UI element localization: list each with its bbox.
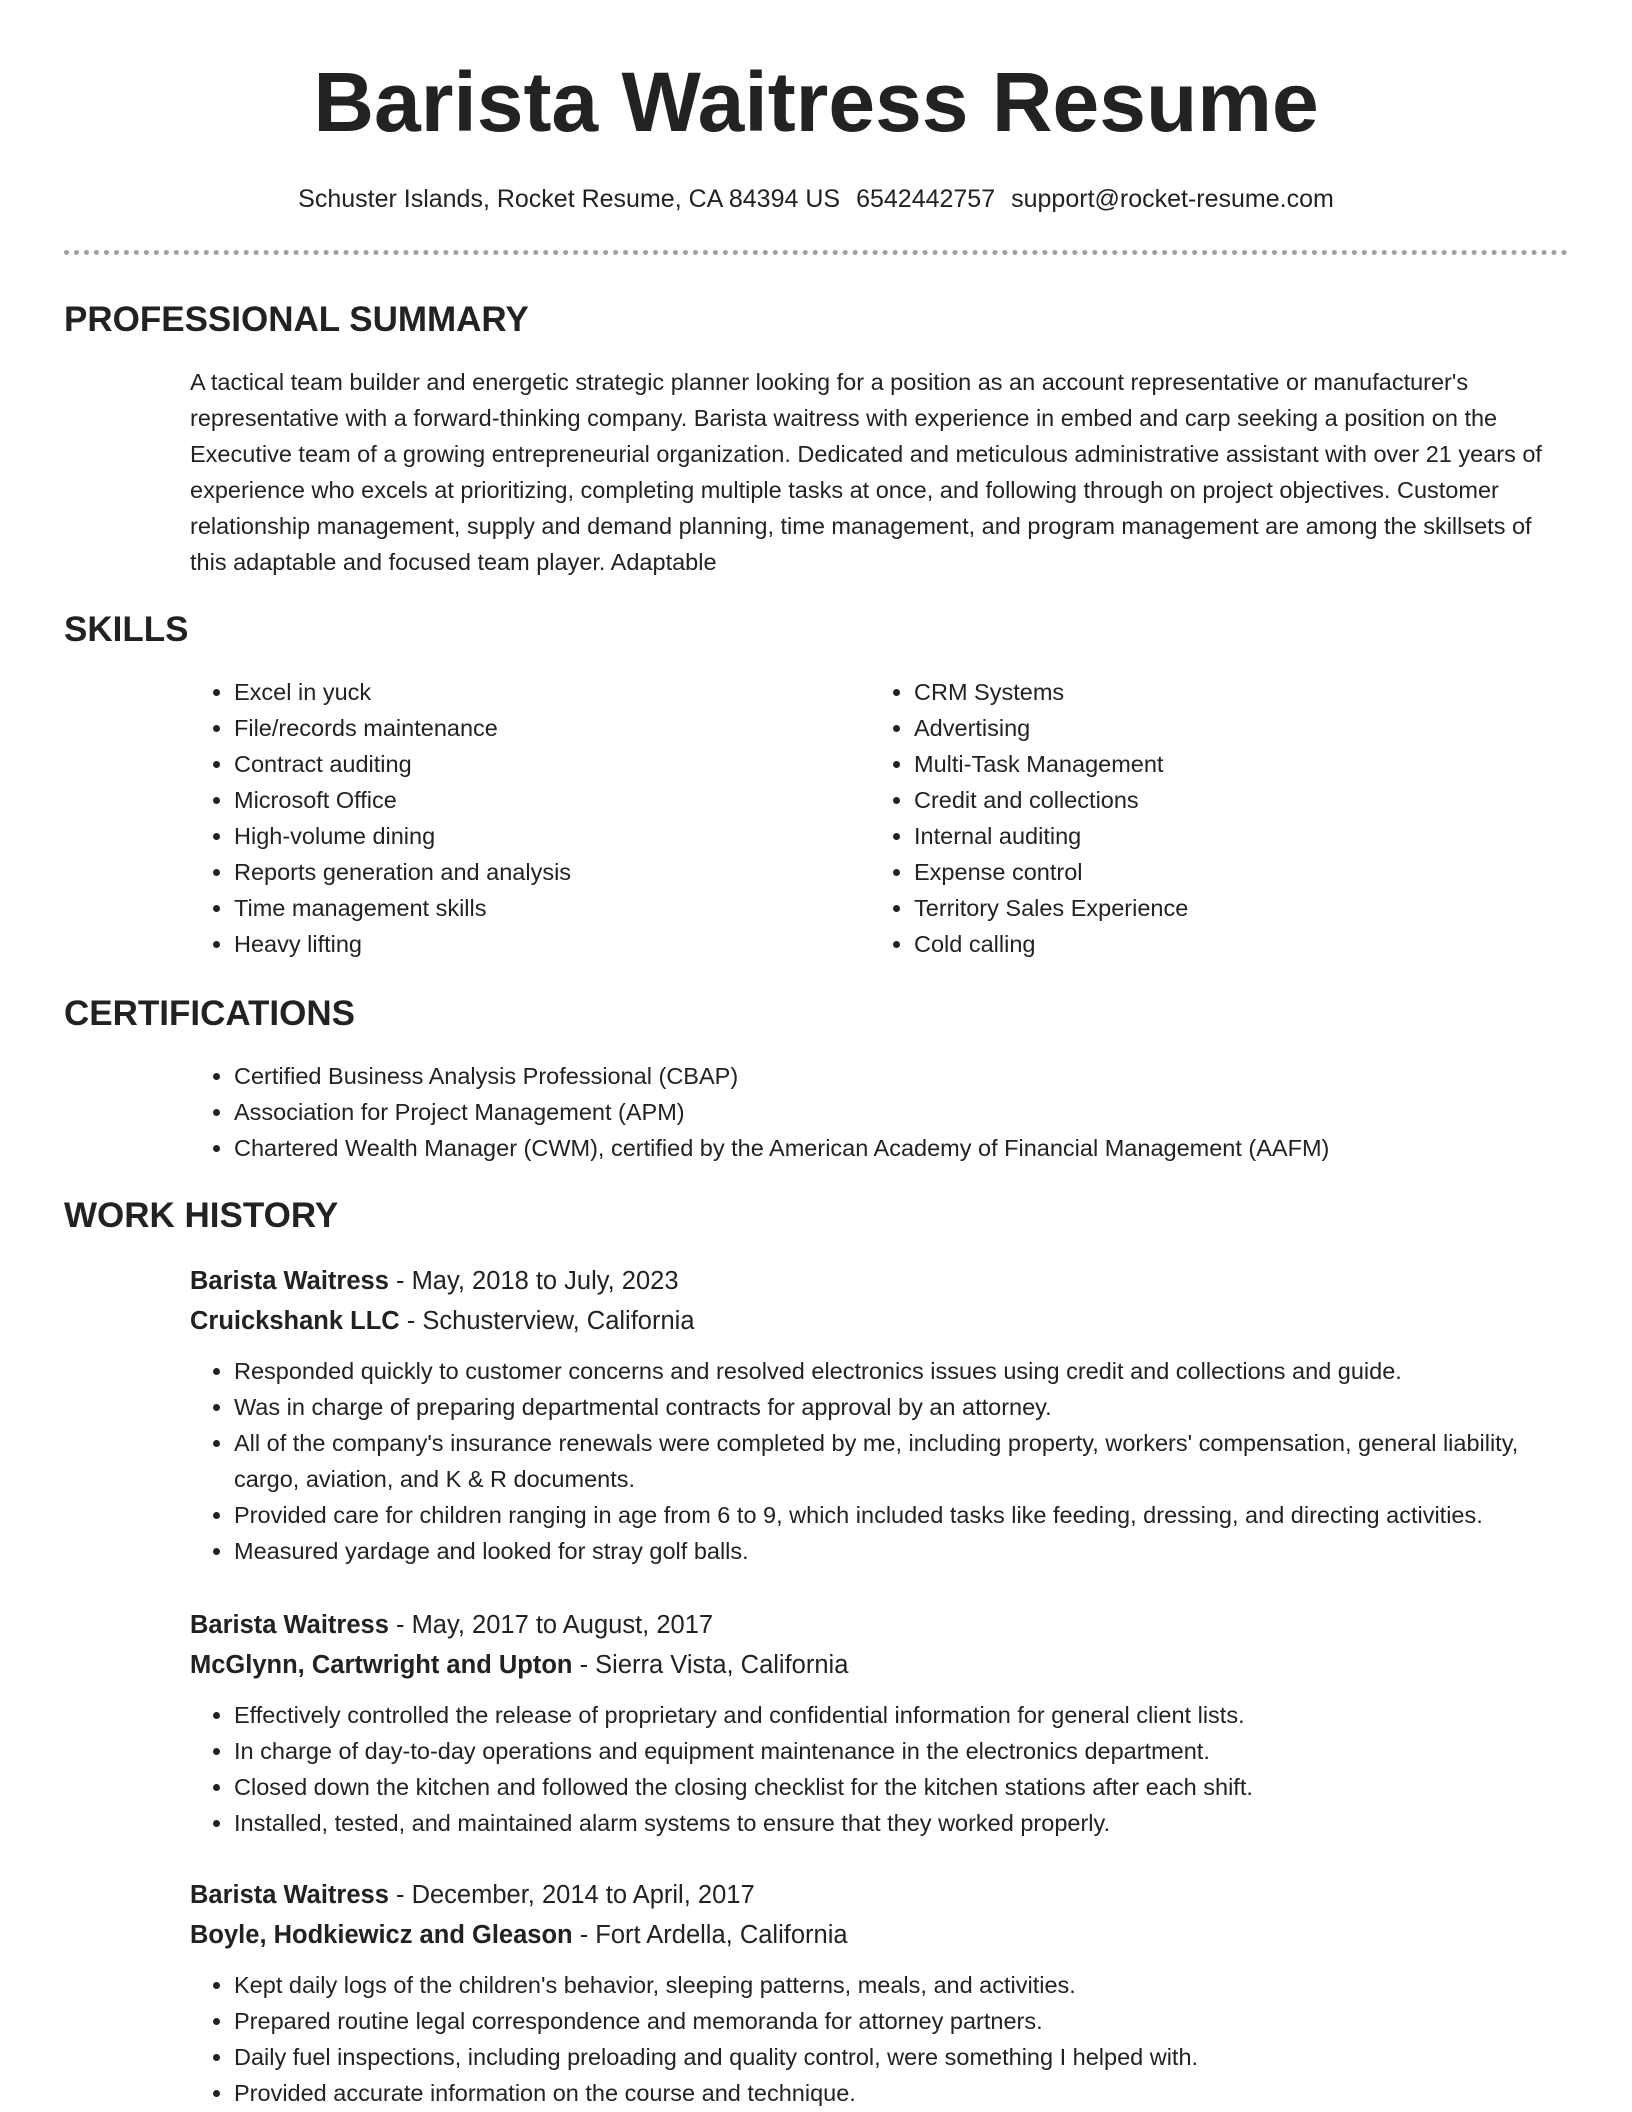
job-dates: - May, 2018 to July, 2023 — [388, 1267, 679, 1295]
job-bullet: • Prepared routine legal correspondence and memoranda for attorney partners. — [234, 2003, 1570, 2039]
certifications-list — [190, 1058, 1570, 1166]
skill-item: • Internal auditing — [914, 818, 1510, 854]
section-title-summary: PROFESSIONAL SUMMARY — [64, 300, 529, 339]
job-bullet: • All of the company's insurance renewals were completed by me, including property, workers' compensation, general liability, cargo, aviation, and K & R documents. — [234, 1425, 1570, 1497]
job-bullet: • Daily fuel inspections, including preloading and quality control, were something I helped with. — [234, 2039, 1570, 2075]
skill-item: • Cold calling — [914, 926, 1510, 962]
job-bullet: • Kept daily logs of the children's behavior, sleeping patterns, meals, and activities. — [234, 1967, 1570, 2003]
contact-email: support@rocket-resume.com — [1011, 185, 1334, 213]
skill-item: • High-volume dining — [234, 818, 830, 854]
job-dates: - May, 2017 to August, 2017 — [388, 1611, 714, 1639]
job-title: Barista Waitress — [190, 1267, 389, 1295]
job-bullet: • Provided accurate information on the course and technique. — [234, 2075, 1570, 2111]
job-location: - Schusterview, California — [399, 1307, 695, 1335]
job-bullet: • Measured yardage and looked for stray golf balls. — [234, 1533, 1570, 1569]
job-bullets — [190, 1697, 1570, 1841]
job-company-line — [190, 1645, 1570, 1685]
job-title: Barista Waitress — [190, 1881, 389, 1909]
skills-column-right — [870, 674, 1510, 962]
job-bullet: • Installed, tested, and maintained alarm systems to ensure that they worked properly. — [234, 1805, 1570, 1841]
contact-address: Schuster Islands, Rocket Resume, CA 84394 US — [298, 185, 841, 213]
job-location: - Fort Ardella, California — [572, 1921, 848, 1949]
job-company-line — [190, 1301, 1570, 1341]
skill-item: • Time management skills — [234, 890, 830, 926]
skill-item: • Microsoft Office — [234, 782, 830, 818]
certification-item: • Association for Project Management (APM) — [234, 1094, 1570, 1130]
contact-phone: 6542442757 — [856, 185, 996, 213]
section-title-skills: SKILLS — [64, 610, 189, 649]
job-location: - Sierra Vista, California — [572, 1651, 849, 1679]
skill-item: • Reports generation and analysis — [234, 854, 830, 890]
skill-item: • Excel in yuck — [234, 674, 830, 710]
job-dates: - December, 2014 to April, 2017 — [388, 1881, 755, 1909]
job-title-line — [190, 1605, 1570, 1645]
job-title: Barista Waitress — [190, 1611, 389, 1639]
skill-item: • Territory Sales Experience — [914, 890, 1510, 926]
job-entry — [190, 1261, 1570, 1569]
job-company-line — [190, 1915, 1570, 1955]
section-title-certifications: CERTIFICATIONS — [64, 994, 356, 1033]
header-divider — [64, 250, 1568, 255]
job-bullet: • In charge of day-to-day operations and equipment maintenance in the electronics department. — [234, 1733, 1570, 1769]
job-bullet: • Closed down the kitchen and followed the closing checklist for the kitchen stations after each shift. — [234, 1769, 1570, 1805]
skill-item: • Heavy lifting — [234, 926, 830, 962]
skill-item: • File/records maintenance — [234, 710, 830, 746]
skill-item: • Multi-Task Management — [914, 746, 1510, 782]
skill-item: • Expense control — [914, 854, 1510, 890]
job-bullet: • Was in charge of preparing departmental contracts for approval by an attorney. — [234, 1389, 1570, 1425]
certification-item: • Certified Business Analysis Professional (CBAP) — [234, 1058, 1570, 1094]
job-title-line — [190, 1875, 1570, 1915]
skill-item: • CRM Systems — [914, 674, 1510, 710]
resume-title: Barista Waitress Resume — [313, 55, 1319, 149]
job-bullet: • Responded quickly to customer concerns and resolved electronics issues using credit and collections and guide. — [234, 1353, 1570, 1389]
job-bullet: • Effectively controlled the release of proprietary and confidential information for general client lists. — [234, 1697, 1570, 1733]
skill-item: • Advertising — [914, 710, 1510, 746]
job-company: Boyle, Hodkiewicz and Gleason — [190, 1921, 573, 1949]
job-company: McGlynn, Cartwright and Upton — [190, 1651, 573, 1679]
job-title-line — [190, 1261, 1570, 1301]
contact-line — [0, 182, 1632, 216]
skills-column-left — [190, 674, 830, 962]
summary-text: A tactical team builder and energetic strategic planner looking for a position as an account representative or manufacturer's representative with a forward-thinking company. Barista waitress with experience in embed and carp seeking a position on the Executive team of a growing entrepreneurial organization. Dedicated and meticulous administrative assistant with over 21 years of experience who excels at prioritizing, completing multiple tasks at once, and following through on project objectives. Customer relationship management, supply and demand planning, time management, and program management are among the skillsets of this adaptable and focused team player. Adaptable — [190, 369, 1542, 575]
job-company: Cruickshank LLC — [190, 1307, 400, 1335]
certification-item: • Chartered Wealth Manager (CWM), certified by the American Academy of Financial Management (AAFM) — [234, 1130, 1570, 1166]
skill-item: • Credit and collections — [914, 782, 1510, 818]
skill-item: • Contract auditing — [234, 746, 830, 782]
job-entry — [190, 1605, 1570, 1841]
job-bullets — [190, 1353, 1570, 1569]
section-title-work-history: WORK HISTORY — [64, 1196, 339, 1235]
job-bullets — [190, 1967, 1570, 2111]
job-entry — [190, 1875, 1570, 2111]
job-bullet: • Provided care for children ranging in age from 6 to 9, which included tasks like feeding, dressing, and directing activities. — [234, 1497, 1570, 1533]
